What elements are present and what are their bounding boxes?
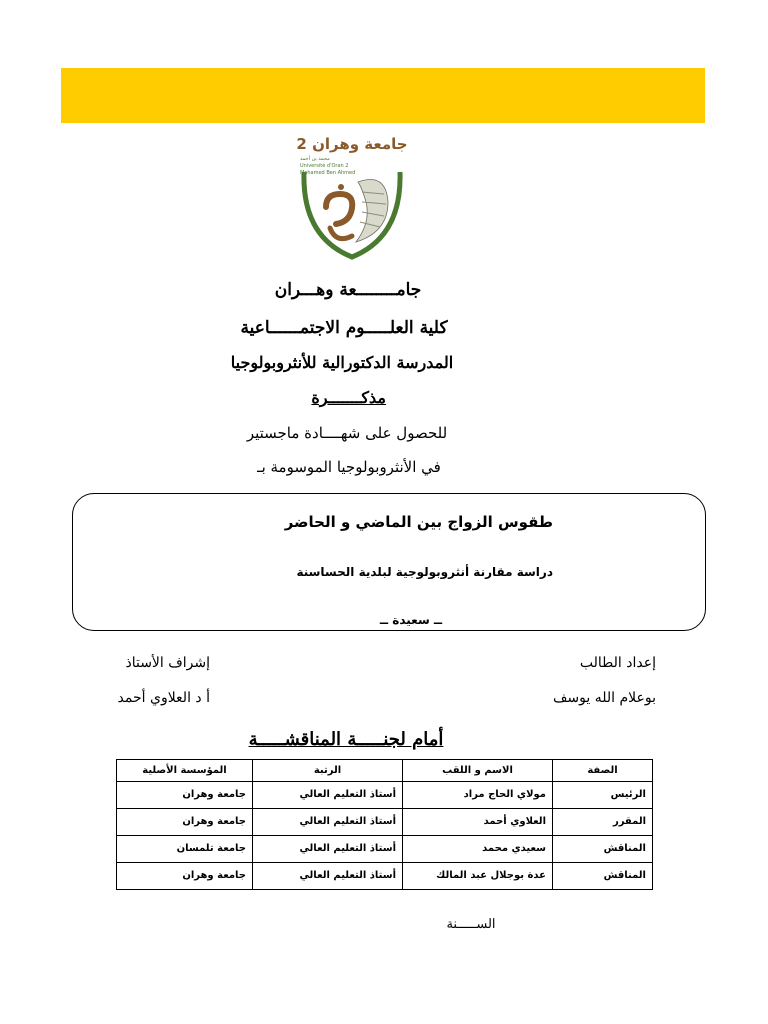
field-line: في الأنثروبولوجيا الموسومة بـ xyxy=(257,458,441,476)
column-header: الصفة xyxy=(553,760,653,782)
degree-line: للحصول على شهــــادة ماجستير xyxy=(246,424,448,442)
table-cell-rank: أستاذ التعليم العالي xyxy=(253,862,403,889)
table-row xyxy=(117,835,653,862)
table-cell-name: العلاوي أحمد xyxy=(403,808,553,835)
logo-title: جامعة وهران 2 xyxy=(296,135,408,153)
university-logo xyxy=(296,132,408,262)
table-cell-institution: جامعة تلمسان xyxy=(117,835,253,862)
table-cell-role: الرئيس xyxy=(553,781,653,808)
memo-label: مذكـــــــرة xyxy=(311,388,386,407)
thesis-title: طقوس الزواج بين الماضي و الحاضر xyxy=(284,513,553,531)
year-label: الســـــنة xyxy=(446,917,496,932)
logo-subtitle-name: Mohamed Ben Ahmed xyxy=(300,170,356,176)
logo-subtitle-ar: محمد بن أحمد xyxy=(300,156,330,162)
table-cell-rank: أستاذ التعليم العالي xyxy=(253,808,403,835)
header-color-band xyxy=(61,68,705,123)
table-cell-name: سعيدي محمد xyxy=(403,835,553,862)
table-header-row xyxy=(117,760,653,782)
table-cell-name: عدة بوجلال عبد المالك xyxy=(403,862,553,889)
table-cell-institution: جامعة وهران xyxy=(117,808,253,835)
table-cell-institution: جامعة وهران xyxy=(117,781,253,808)
supervisor-label: إشراف الأستاذ xyxy=(125,655,210,671)
faculty-name: كلية العلـــــوم الاجتمــــــاعية xyxy=(240,318,448,338)
prepared-by-label: إعداد الطالب xyxy=(579,655,656,671)
table-cell-institution: جامعة وهران xyxy=(117,862,253,889)
student-name: بوعلام الله يوسف xyxy=(552,690,656,706)
table-row xyxy=(117,781,653,808)
table-row xyxy=(117,862,653,889)
table-row xyxy=(117,808,653,835)
column-header: الرتبة xyxy=(253,760,403,782)
table-cell-role: المناقش xyxy=(553,835,653,862)
thesis-place: ــ سعيدة ــ xyxy=(379,613,443,627)
table-cell-rank: أستاذ التعليم العالي xyxy=(253,835,403,862)
supervisor-name: أ د العلاوي أحمد xyxy=(117,690,210,706)
logo-subtitle-fr: Université d'Oran 2 xyxy=(300,163,349,169)
table-cell-rank: أستاذ التعليم العالي xyxy=(253,781,403,808)
doctoral-school: المدرسة الدكتورالية للأنثروبولوجيا xyxy=(230,353,454,372)
committee-table xyxy=(116,759,653,890)
university-name: جامــــــــعة وهـــران xyxy=(274,280,422,300)
table-cell-name: مولاي الحاج مراد xyxy=(403,781,553,808)
table-cell-role: المناقش xyxy=(553,862,653,889)
thesis-subtitle: دراسة مقارنة أنثروبولوجية لبلدية الحساسنة xyxy=(296,565,553,579)
column-header: الاسم و اللقب xyxy=(403,760,553,782)
table-cell-role: المقرر xyxy=(553,808,653,835)
committee-heading: أمام لجنـــــة المناقشـــــة xyxy=(248,729,444,750)
column-header: المؤسسة الأصلية xyxy=(117,760,253,782)
